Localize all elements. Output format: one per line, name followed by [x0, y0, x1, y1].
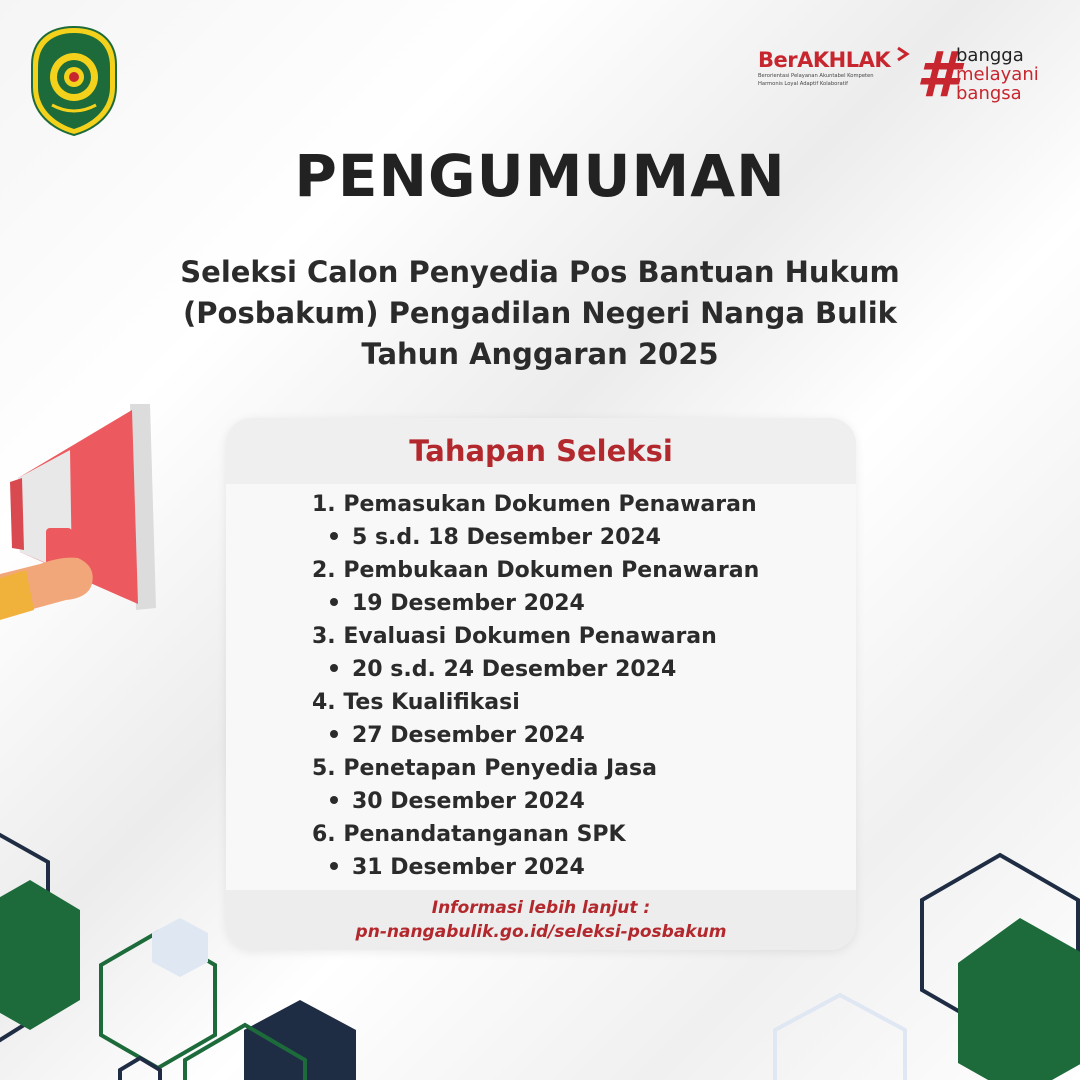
- stage-4-date: 27 Desember 2024: [352, 723, 585, 748]
- stage-6-date: 31 Desember 2024: [352, 855, 585, 880]
- stage-4-date-item: [330, 723, 585, 748]
- stage-5-label: 5. Penetapan Penyedia Jasa: [312, 756, 657, 781]
- court-emblem-icon: [30, 25, 118, 137]
- berakhlak-line-1: Berorientasi Pelayanan Akuntabel Kompeten: [758, 73, 874, 79]
- berakhlak-logo: [758, 48, 918, 108]
- footer-url: pn-nangabulik.go.id/seleksi-posbakum: [355, 922, 727, 942]
- page-title: PENGUMUMAN: [294, 142, 786, 210]
- stage-3-label: 3. Evaluasi Dokumen Penawaran: [312, 624, 717, 649]
- berakhlak-line-2: Harmonis Loyal Adaptif Kolaboratif: [758, 81, 848, 87]
- hashtag-icon: #: [916, 38, 960, 111]
- bangga-melayani-bangsa-logo: [916, 38, 1056, 111]
- bullet-icon: [330, 532, 338, 540]
- bullet-icon: [330, 598, 338, 606]
- stage-6-date-item: [330, 855, 585, 880]
- stage-1-date: 5 s.d. 18 Desember 2024: [352, 525, 661, 550]
- bangga-line-3: bangsa: [956, 83, 1022, 104]
- bullet-icon: [330, 862, 338, 870]
- stage-3-date: 20 s.d. 24 Desember 2024: [352, 657, 677, 682]
- chevron-right-icon: [896, 46, 910, 62]
- stages-list: [226, 484, 856, 890]
- card-footer: [226, 890, 856, 950]
- bullet-icon: [330, 664, 338, 672]
- selection-stages-card: [226, 418, 856, 950]
- footer-info-label: Informasi lebih lanjut :: [431, 898, 651, 918]
- subtitle: [100, 252, 980, 375]
- stage-1-date-item: [330, 525, 661, 550]
- stage-2-label: 2. Pembukaan Dokumen Penawaran: [312, 558, 760, 583]
- subtitle-line-2: (Posbakum) Pengadilan Negeri Nanga Bulik: [183, 296, 897, 330]
- bangga-lines: [956, 46, 1039, 103]
- bangga-line-1: bangga: [956, 45, 1024, 66]
- stage-2-date-item: [330, 591, 585, 616]
- bullet-icon: [330, 730, 338, 738]
- stage-4-label: 4. Tes Kualifikasi: [312, 690, 520, 715]
- stage-3-date-item: [330, 657, 676, 682]
- stage-1-label: 1. Pemasukan Dokumen Penawaran: [312, 492, 757, 517]
- card-heading: Tahapan Seleksi: [226, 418, 856, 484]
- stage-5-date-item: [330, 789, 585, 814]
- stage-6-label: 6. Penandatanganan SPK: [312, 822, 626, 847]
- bangga-line-2: melayani: [956, 64, 1039, 85]
- berakhlak-word: BerAKHLAK: [758, 48, 891, 72]
- subtitle-line-3: Tahun Anggaran 2025: [361, 337, 719, 371]
- stage-5-date: 30 Desember 2024: [352, 789, 585, 814]
- megaphone-icon: [0, 398, 170, 628]
- subtitle-line-1: Seleksi Calon Penyedia Pos Bantuan Hukum: [180, 255, 900, 289]
- stage-2-date: 19 Desember 2024: [352, 591, 585, 616]
- bullet-icon: [330, 796, 338, 804]
